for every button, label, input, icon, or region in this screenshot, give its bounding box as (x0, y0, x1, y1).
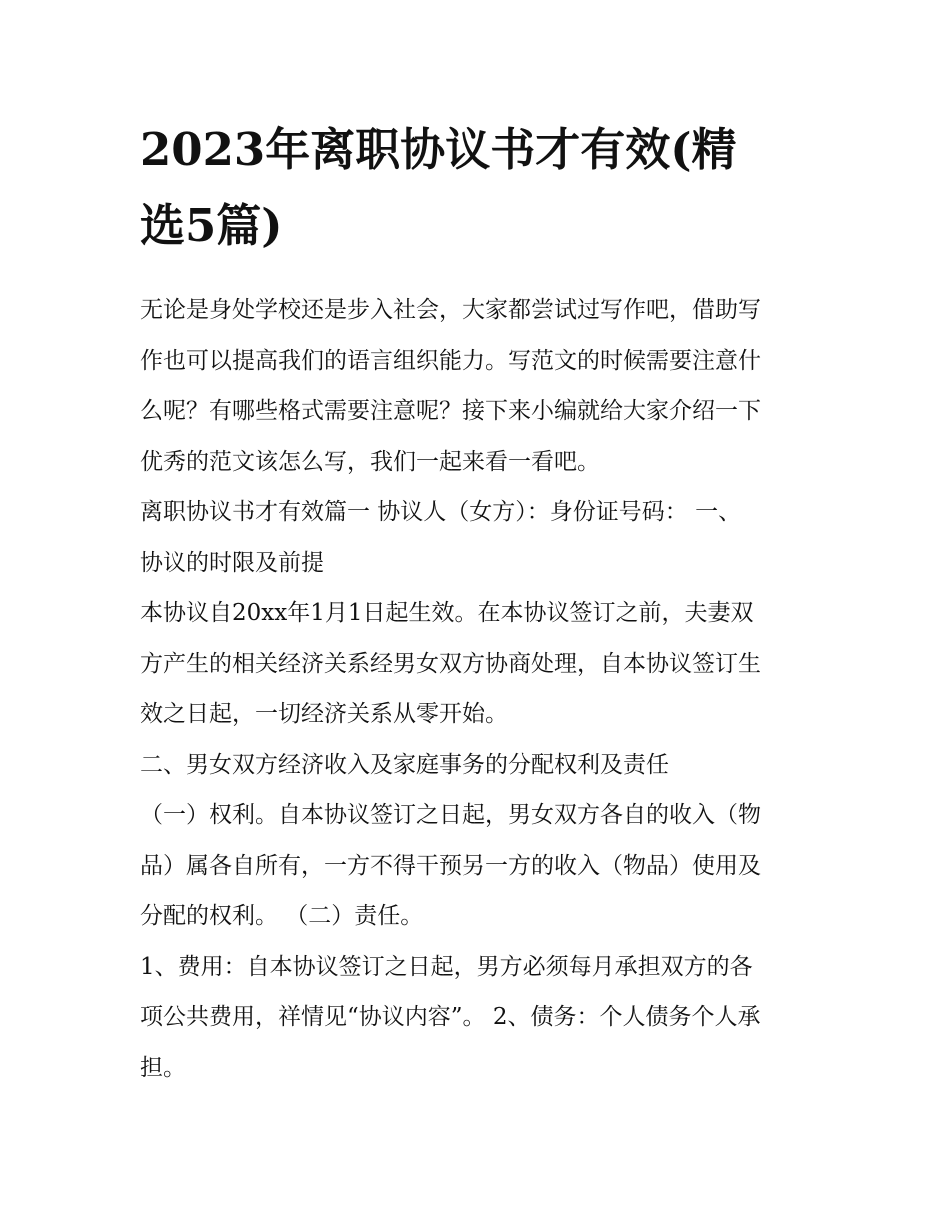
text-line: 品）属各自所有，一方不得干预另一方的收入（物品）使用及 (140, 852, 761, 879)
text-line: 本协议自20xx年1月1日起生效。在本协议签订之前，夫妻双 (140, 600, 754, 626)
paragraph-intro (140, 285, 820, 487)
text-line: 1、费用：自本协议签订之日起，男方必须每月承担双方的各 (140, 953, 753, 980)
paragraph-effective-date (140, 588, 820, 740)
title-line: 选5篇) (140, 199, 283, 252)
text-line: 效之日起，一切经济关系从零开始。 (140, 701, 508, 727)
text-line: （一）权利。自本协议签订之日起，男女双方各自的收入（物 (140, 802, 761, 828)
text-line: 离职协议书才有效篇一 协议人（女方）：身份证号码： 一、 (140, 499, 742, 525)
paragraph-section-two (140, 740, 820, 791)
paragraph-section-heading (140, 487, 820, 588)
text-line: 项公共费用，祥情见“协议内容”。 2、债务：个人债务个人承 (140, 1004, 761, 1030)
text-line: 二、男女双方经济收入及家庭事务的分配权利及责任 (140, 751, 669, 778)
paragraph-expenses (140, 942, 820, 1094)
text-line: 担。 (140, 1054, 186, 1081)
document-body (140, 285, 820, 1093)
paragraph-rights (140, 790, 820, 942)
title-line: 2023年离职协议书才有效(精 (140, 123, 737, 176)
text-line: 协议的时限及前提 (140, 549, 324, 576)
text-line: 分配的权利。 （二）责任。 (140, 903, 424, 929)
text-line: 方产生的相关经济关系经男女双方协商处理，自本协议签订生 (140, 650, 761, 677)
text-line: 么呢？有哪些格式需要注意呢？接下来小编就给大家介绍一下 (140, 398, 761, 424)
text-line: 优秀的范文该怎么写，我们一起来看一看吧。 (140, 448, 600, 475)
text-line: 作也可以提高我们的语言组织能力。写范文的时候需要注意什 (140, 347, 761, 374)
text-line: 无论是身处学校还是步入社会，大家都尝试过写作吧，借助写 (140, 297, 761, 323)
document-page (140, 112, 820, 1093)
document-title (140, 112, 820, 264)
